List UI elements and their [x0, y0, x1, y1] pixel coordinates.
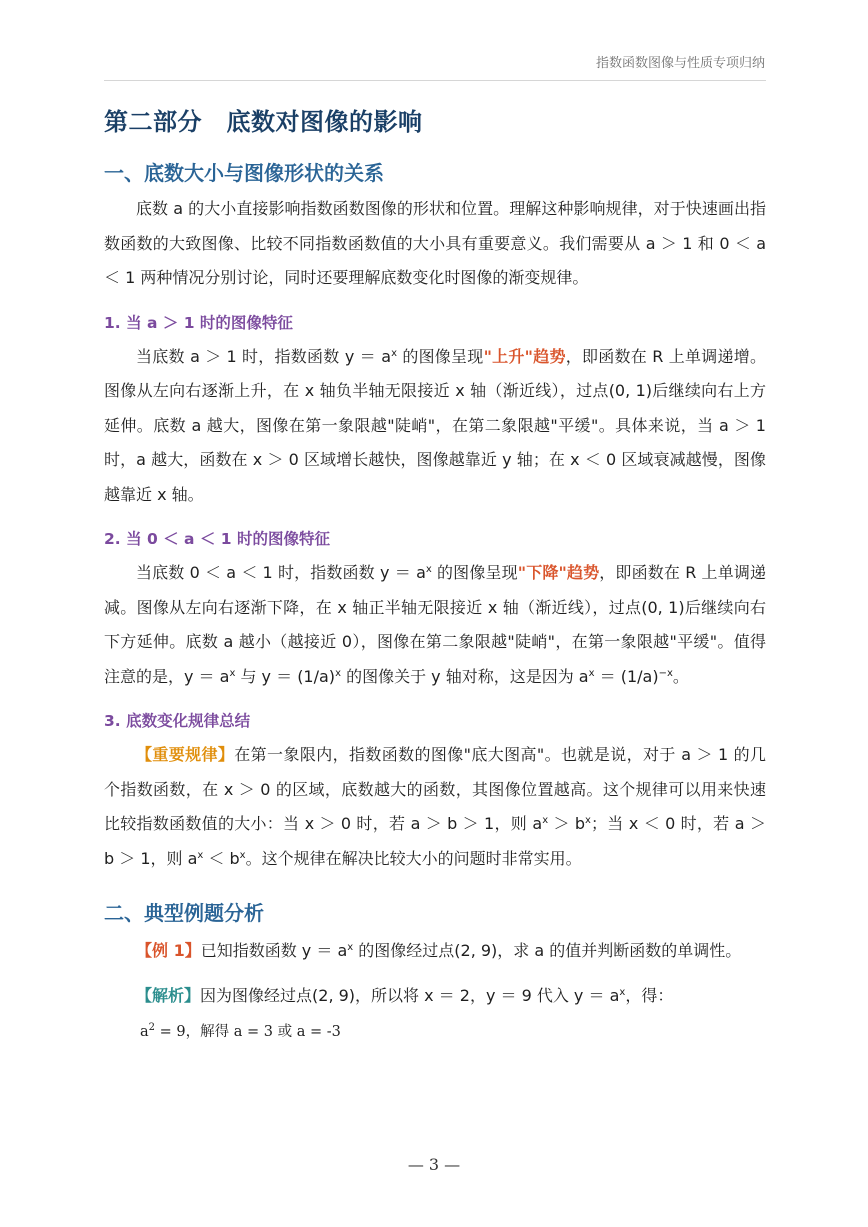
text-run: = 9，解得 a = 3 或 a = -3 [155, 1024, 341, 1040]
text-run: ，即函数在 R 上单调递减。图像从左向右逐渐下降，在 x 轴正半轴无限接近 x 轴（渐近线），过点(0, 1)后继续向右下方延伸。底数 a 越小（越接近 0），图像在第二象限越"陡峭"，在第一象限越"平缓"。值得注意的是，y ＝ a [104, 563, 766, 686]
subsection-3-paragraph [104, 738, 766, 876]
section-1-title: 一、底数大小与图像形状的关系 [104, 161, 384, 185]
text-run: ；当 x ＜ 0 时，若 a ＞ b ＞ 1，则 a [104, 814, 766, 868]
superscript: x [619, 986, 626, 998]
section-1-intro: 底数 a 的大小直接影响指数函数图像的形状和位置。理解这种影响规律，对于快速画出指数函数的大致图像、比较不同指数函数值的大小具有重要意义。我们需要从 a ＞ 1 和 0 ＜ a ＜ 1 两种情况分别讨论，同时还要理解底数变化时图像的渐变规律。 [104, 199, 766, 287]
superscript: x [335, 667, 341, 679]
text-run: 已知指数函数 y ＝ a [200, 941, 348, 960]
page-number: — 3 — [407, 1155, 461, 1174]
text-run: 因为图像经过点(2, 9)，所以将 x ＝ 2，y ＝ 9 代入 y ＝ a [200, 985, 620, 1005]
text-run: ＜ b [203, 848, 240, 868]
solution-tag: 【解析】 [136, 985, 201, 1005]
page-content [104, 104, 766, 1047]
text-run: ＞ b [548, 814, 586, 833]
superscript: x [588, 667, 595, 679]
superscript: x [197, 849, 204, 861]
text-run: 的图像经过点(2, 9)，求 a 的值并判断函数的单调性。 [353, 941, 742, 960]
text-run: 的图像呈现 [396, 346, 484, 366]
subsection-2-title: 2. 当 0 ＜ a ＜ 1 时的图像特征 [104, 530, 330, 548]
superscript: 2 [148, 1022, 156, 1033]
section-2-title: 二、典型例题分析 [104, 901, 264, 925]
text-run: 。 [672, 666, 689, 686]
header-rule [104, 80, 766, 81]
solution-formula [140, 1017, 766, 1047]
subsection-3-title: 3. 底数变化规律总结 [104, 712, 251, 730]
superscript: x [425, 564, 432, 575]
superscript: x [585, 815, 591, 826]
text-run: 当底数 0 ＜ a ＜ 1 时，指数函数 y ＝ a [136, 563, 426, 582]
superscript: x [542, 815, 549, 826]
superscript: x [229, 667, 236, 679]
subsection-1-title: 1. 当 a ＞ 1 时的图像特征 [104, 313, 293, 332]
example-1-paragraph [104, 934, 766, 969]
text-run: 当底数 a ＞ 1 时，指数函数 y ＝ a [136, 346, 392, 366]
text-run: 与 y ＝ (1/a) [235, 666, 336, 686]
running-header: 指数函数图像与性质专项归纳 [595, 56, 765, 71]
text-run: ＝ (1/a) [594, 666, 659, 686]
part-title: 第二部分 底数对图像的影响 [104, 108, 423, 136]
text-run: 。这个规律在解决比较大小的问题时非常实用。 [245, 848, 582, 868]
text-run: a [140, 1024, 149, 1040]
superscript: −x [658, 667, 673, 679]
example-tag: 【例 1】 [136, 941, 201, 960]
important-rule-tag: 【重要规律】 [136, 745, 235, 764]
highlight-rising: "上升"趋势 [483, 346, 566, 366]
superscript: x [391, 347, 397, 359]
superscript: x [347, 942, 354, 953]
text-run: ，得： [625, 985, 674, 1005]
solution-paragraph [104, 979, 766, 1014]
superscript: x [239, 849, 246, 861]
text-run: 的图像呈现 [431, 563, 518, 582]
highlight-falling: "下降"趋势 [517, 563, 600, 582]
text-run: 的图像关于 y 轴对称，这是因为 a [340, 666, 589, 686]
text-run: ，即函数在 R 上单调递增。图像从左向右逐渐上升，在 x 轴负半轴无限接近 x 轴（渐近线），过点(0, 1)后继续向右上方延伸。底数 a 越大，图像在第一象限越"陡峭"，在第二象限越"平缓"。具体来说，当 a ＞ 1 时，a 越大，函数在 x ＞ 0 区域增长越快，图像越靠近 y 轴；在 x ＜ 0 区域衰减越慢，图像越靠近 x 轴。 [104, 346, 766, 504]
subsection-2-paragraph [104, 556, 766, 694]
text-run: 在第一象限内，指数函数的图像"底大图高"。也就是说，对于 a ＞ 1 的几个指数函数，在 x ＞ 0 的区域，底数越大的函数，其图像位置越高。这个规律可以用来快速比较指数函数值的大小：当 x ＞ 0 时，若 a ＞ b ＞ 1，则 a [104, 745, 766, 833]
subsection-1-paragraph [104, 340, 766, 513]
